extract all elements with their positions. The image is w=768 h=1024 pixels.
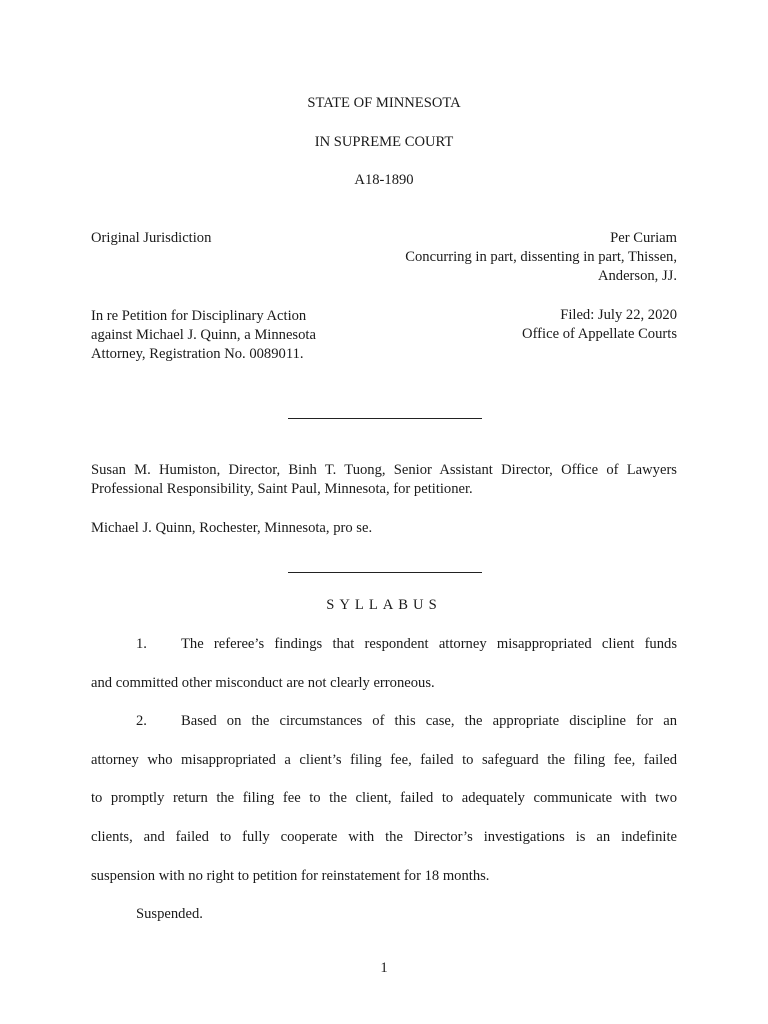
syllabus-item-number: 2.: [136, 713, 147, 729]
syllabus-item-number: 1.: [136, 636, 147, 652]
syllabus-item-1-line: The referee’s findings that respondent attorney misappropriated client funds: [181, 636, 677, 652]
concurrence-line-2: Anderson, JJ.: [597, 268, 677, 284]
petitioner-counsel-line-2: Professional Responsibility, Saint Paul, Minnesota, for petitioner.: [91, 481, 473, 497]
court-heading: IN SUPREME COURT: [314, 134, 454, 150]
case-title-line: against Michael J. Quinn, a Minnesota: [91, 327, 316, 343]
syllabus-item-2-line: attorney who misappropriated a client’s filing fee, failed to safeguard the filing fee, failed: [91, 752, 677, 768]
syllabus-item-2-line: Based on the circumstances of this case, the appropriate discipline for an: [181, 713, 677, 729]
syllabus-item-2-line: clients, and failed to fully cooperate with the Director’s investigations is an indefinite: [91, 829, 677, 845]
respondent-counsel: Michael J. Quinn, Rochester, Minnesota, pro se.: [91, 520, 373, 536]
office: Office of Appellate Courts: [522, 326, 677, 342]
syllabus-item-1-line: and committed other misconduct are not clearly erroneous.: [91, 675, 435, 691]
divider: [288, 418, 482, 419]
syllabus-heading: [0, 597, 768, 614]
page-number: 1: [380, 960, 388, 976]
petitioner-counsel-line-1: Susan M. Humiston, Director, Binh T. Tuong, Senior Assistant Director, Office of Lawyers: [91, 462, 677, 478]
case-number: A18-1890: [354, 172, 414, 188]
disposition: Suspended.: [136, 906, 203, 922]
divider: [288, 572, 482, 573]
syllabus-item-2-line: suspension with no right to petition for reinstatement for 18 months.: [91, 868, 490, 884]
jurisdiction: Original Jurisdiction: [91, 230, 212, 246]
case-title: [91, 307, 316, 364]
state-heading: STATE OF MINNESOTA: [307, 95, 461, 111]
filed-date: Filed: July 22, 2020: [560, 307, 677, 323]
syllabus-heading-text: SYLLABUS: [326, 597, 442, 613]
concurrence-line-1: Concurring in part, dissenting in part, Thissen,: [405, 249, 677, 265]
case-title-line: Attorney, Registration No. 0089011.: [91, 346, 304, 362]
case-title-line: In re Petition for Disciplinary Action: [91, 308, 307, 324]
syllabus-item-2-line: to promptly return the filing fee to the client, failed to adequately communicate with two: [91, 790, 677, 806]
opinion-author: Per Curiam: [610, 230, 677, 246]
